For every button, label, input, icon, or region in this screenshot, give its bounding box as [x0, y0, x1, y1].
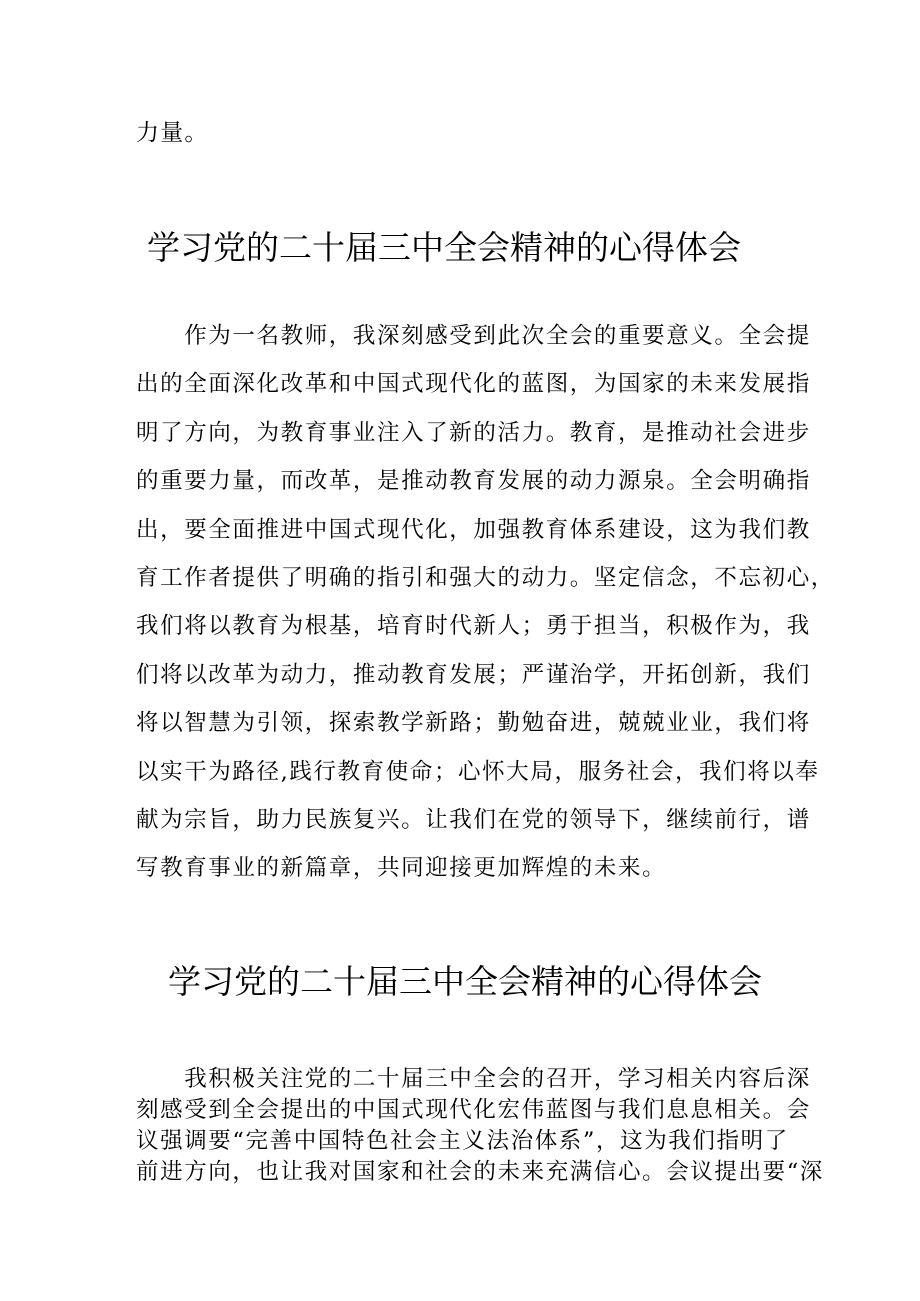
body-line: 们将以改革为动力，推动教育发展；严谨治学，开拓创新，我们 — [136, 661, 811, 688]
body-line: 出的全面深化改革和中国式现代化的蓝图，为国家的未来发展指 — [136, 371, 811, 398]
body-line: 将以智慧为引领，探索教学新路；勤勉奋进，兢兢业业，我们将 — [136, 710, 811, 737]
body-line: 育工作者提供了明确的指引和强大的动力。坚定信念，不忘初心， — [136, 564, 835, 591]
section-2-body — [136, 1064, 824, 1188]
section-2-title: 学习党的二十届三中全会精神的心得体会 — [168, 962, 762, 1001]
body-line: 明了方向，为教育事业注入了新的活力。教育，是推动社会进步 — [136, 419, 811, 446]
body-line: 以实干为路径,践行教育使命；心怀大局，服务社会，我们将以奉 — [136, 758, 820, 785]
section-1-title: 学习党的二十届三中全会精神的心得体会 — [147, 228, 741, 267]
paragraph-fragment: 力量。 — [136, 120, 209, 146]
body-line: 作为一名教师，我深刻感受到此次全会的重要意义。全会提 — [136, 323, 811, 349]
body-line: 我积极关注党的二十届三中全会的召开，学习相关内容后深 — [136, 1066, 811, 1092]
body-line: 献为宗旨，助力民族复兴。让我们在党的领导下，继续前行，谱 — [136, 806, 811, 833]
body-line: 出，要全面推进中国式现代化，加强教育体系建设，这为我们教 — [136, 516, 811, 543]
body-line: 我们将以教育为根基，培育时代新人；勇于担当，积极作为，我 — [136, 613, 811, 640]
body-line: 议强调要“完善中国特色社会主义法治体系”，这为我们指明了 — [136, 1128, 789, 1154]
body-line: 前进方向，也让我对国家和社会的未来充满信心。会议提出要“深 — [136, 1159, 824, 1185]
section-1-body — [136, 312, 835, 893]
body-line: 刻感受到全会提出的中国式现代化宏伟蓝图与我们息息相关。会 — [136, 1097, 811, 1123]
body-line: 的重要力量，而改革，是推动教育发展的动力源泉。全会明确指 — [136, 468, 811, 495]
body-line: 写教育事业的新篇章，共同迎接更加辉煌的未来。 — [136, 855, 667, 882]
